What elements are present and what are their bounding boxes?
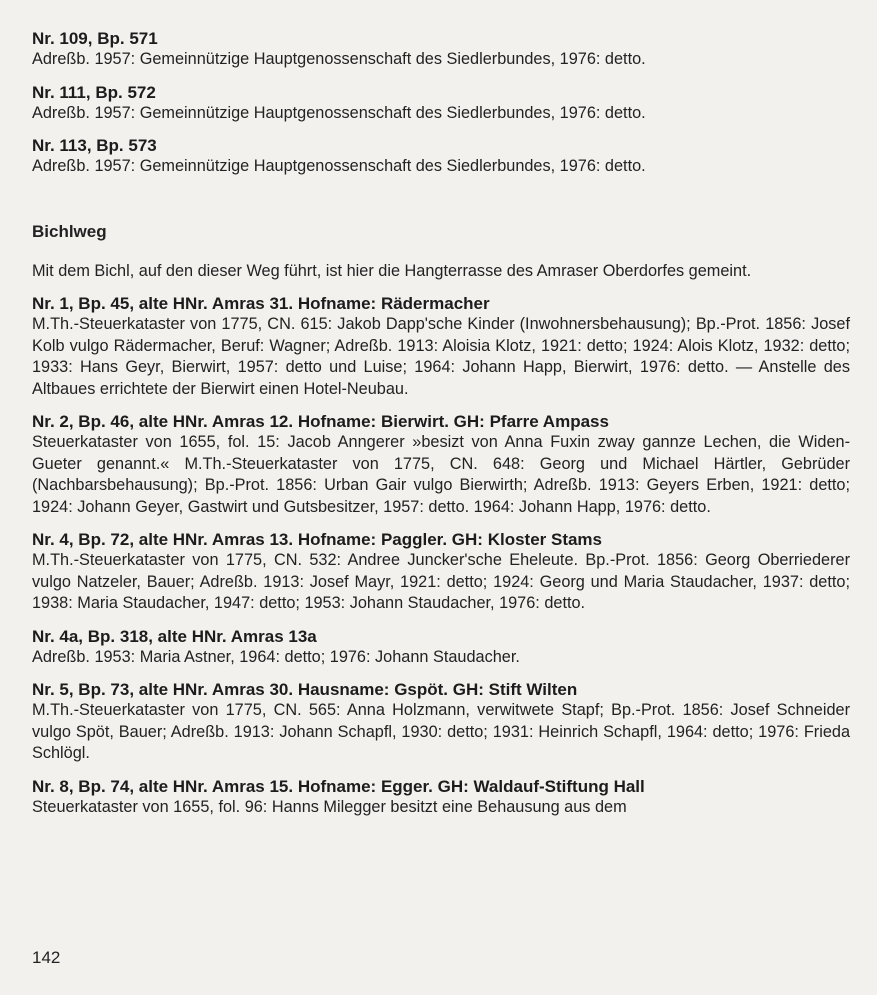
entry-heading: Nr. 109, Bp. 571 (32, 29, 158, 48)
entry-nr-4a (32, 626, 850, 669)
document-page (32, 28, 850, 829)
entry-heading: Nr. 111, Bp. 572 (32, 82, 156, 102)
entry-heading: Nr. 8, Bp. 74, alte HNr. Amras 15. Hofname: Egger. GH: Waldauf-Stiftung Hall (32, 776, 645, 796)
entry-text: Adreßb. 1957: Gemeinnützige Hauptgenossenschaft des Siedlerbundes, 1976: detto. (32, 157, 646, 175)
entry-nr-2 (32, 411, 850, 518)
entry-heading: Nr. 5, Bp. 73, alte HNr. Amras 30. Hausname: Gspöt. GH: Stift Wilten (32, 680, 578, 699)
entry-text: Adreßb. 1957: Gemeinnützige Hauptgenossenschaft des Siedlerbundes, 1976: detto. (32, 50, 646, 68)
entry-nr-111 (32, 82, 850, 125)
entry-text: Steuerkataster von 1655, fol. 96: Hanns Milegger besitzt eine Behausung aus dem (32, 797, 627, 816)
entry-nr-8 (32, 776, 850, 819)
section-title: Bichlweg (32, 221, 107, 241)
entry-heading: Nr. 1, Bp. 45, alte HNr. Amras 31. Hofname: Rädermacher (32, 294, 490, 313)
entry-nr-113 (32, 135, 850, 178)
entry-text: M.Th.-Steuerkataster von 1775, CN. 565: Anna Holzmann, verwitwete Stapf; Bp.-Prot. 1856: Josef Schneider vulgo Spöt, Bauer; Adreßb. 1913: Johann Schapfl, 1930: detto; 1931: Heinrich Schapfl, 1964: detto; 1976: Frieda Schlögl. (32, 701, 850, 762)
entry-text: M.Th.-Steuerkataster von 1775, CN. 532: Andree Juncker'sche Eheleute. Bp.-Prot. 1856: Georg Oberriederer vulgo Natzeler, Bauer; Adreßb. 1913: Josef Mayr, 1921: detto; 1924: Georg und Maria Staudacher, 1937: detto; 1938: Maria Staudacher, 1947: detto; 1953: Johann Staudacher, 1976: detto. (32, 551, 850, 612)
entry-nr-5 (32, 679, 850, 765)
entry-text: Adreßb. 1953: Maria Astner, 1964: detto; 1976: Johann Staudacher. (32, 647, 520, 666)
entry-heading: Nr. 4a, Bp. 318, alte HNr. Amras 13a (32, 626, 317, 646)
page-number: 142 (32, 948, 61, 967)
entry-text: Steuerkataster von 1655, fol. 15: Jacob Anngerer »besizt von Anna Fuxin zway gannze Lechen, die Widen-Gueter genannt.« M.Th.-Steuerkataster von 1775, CN. 648: Georg und Michael Härtler, Gebrüder (Nachbarsbehausung); Bp.-Prot. 1856: Urban Gair vulgo Bierwirth; Adreßb. 1913: Geyers Erben, 1921: detto; 1924: Johann Geyer, Gastwirt und Gutsbesitzer, 1957: detto. 1964: Johann Happ, 1976: detto. (32, 433, 850, 516)
entry-text: M.Th.-Steuerkataster von 1775, CN. 615: Jakob Dapp'sche Kinder (Inwohnersbehausung); Bp.-Prot. 1856: Josef Kolb vulgo Rädermacher, Beruf: Wagner; Adreßb. 1913: Aloisia Klotz, 1921: detto; 1924: Alois Klotz, 1932: detto; 1933: Hans Geyr, Bierwirt, 1957: detto und Luise; 1964: Johann Happ, Bierwirt, 1976: detto. — Anstelle des Altbaues errichtete der Bierwirt einen Hotel-Neubau. (32, 315, 850, 398)
entry-text: Adreßb. 1957: Gemeinnützige Hauptgenossenschaft des Siedlerbundes, 1976: detto. (32, 103, 646, 122)
entry-nr-4 (32, 529, 850, 615)
entry-heading: Nr. 113, Bp. 573 (32, 136, 157, 155)
entry-nr-109 (32, 28, 850, 71)
entry-heading: Nr. 4, Bp. 72, alte HNr. Amras 13. Hofname: Paggler. GH: Kloster Stams (32, 530, 603, 549)
entry-nr-1 (32, 293, 850, 400)
entry-heading: Nr. 2, Bp. 46, alte HNr. Amras 12. Hofname: Bierwirt. GH: Pfarre Ampass (32, 412, 609, 431)
section-intro: Mit dem Bichl, auf den dieser Weg führt, ist hier die Hangterrasse des Amraser Oberdorfes gemeint. (32, 261, 752, 280)
